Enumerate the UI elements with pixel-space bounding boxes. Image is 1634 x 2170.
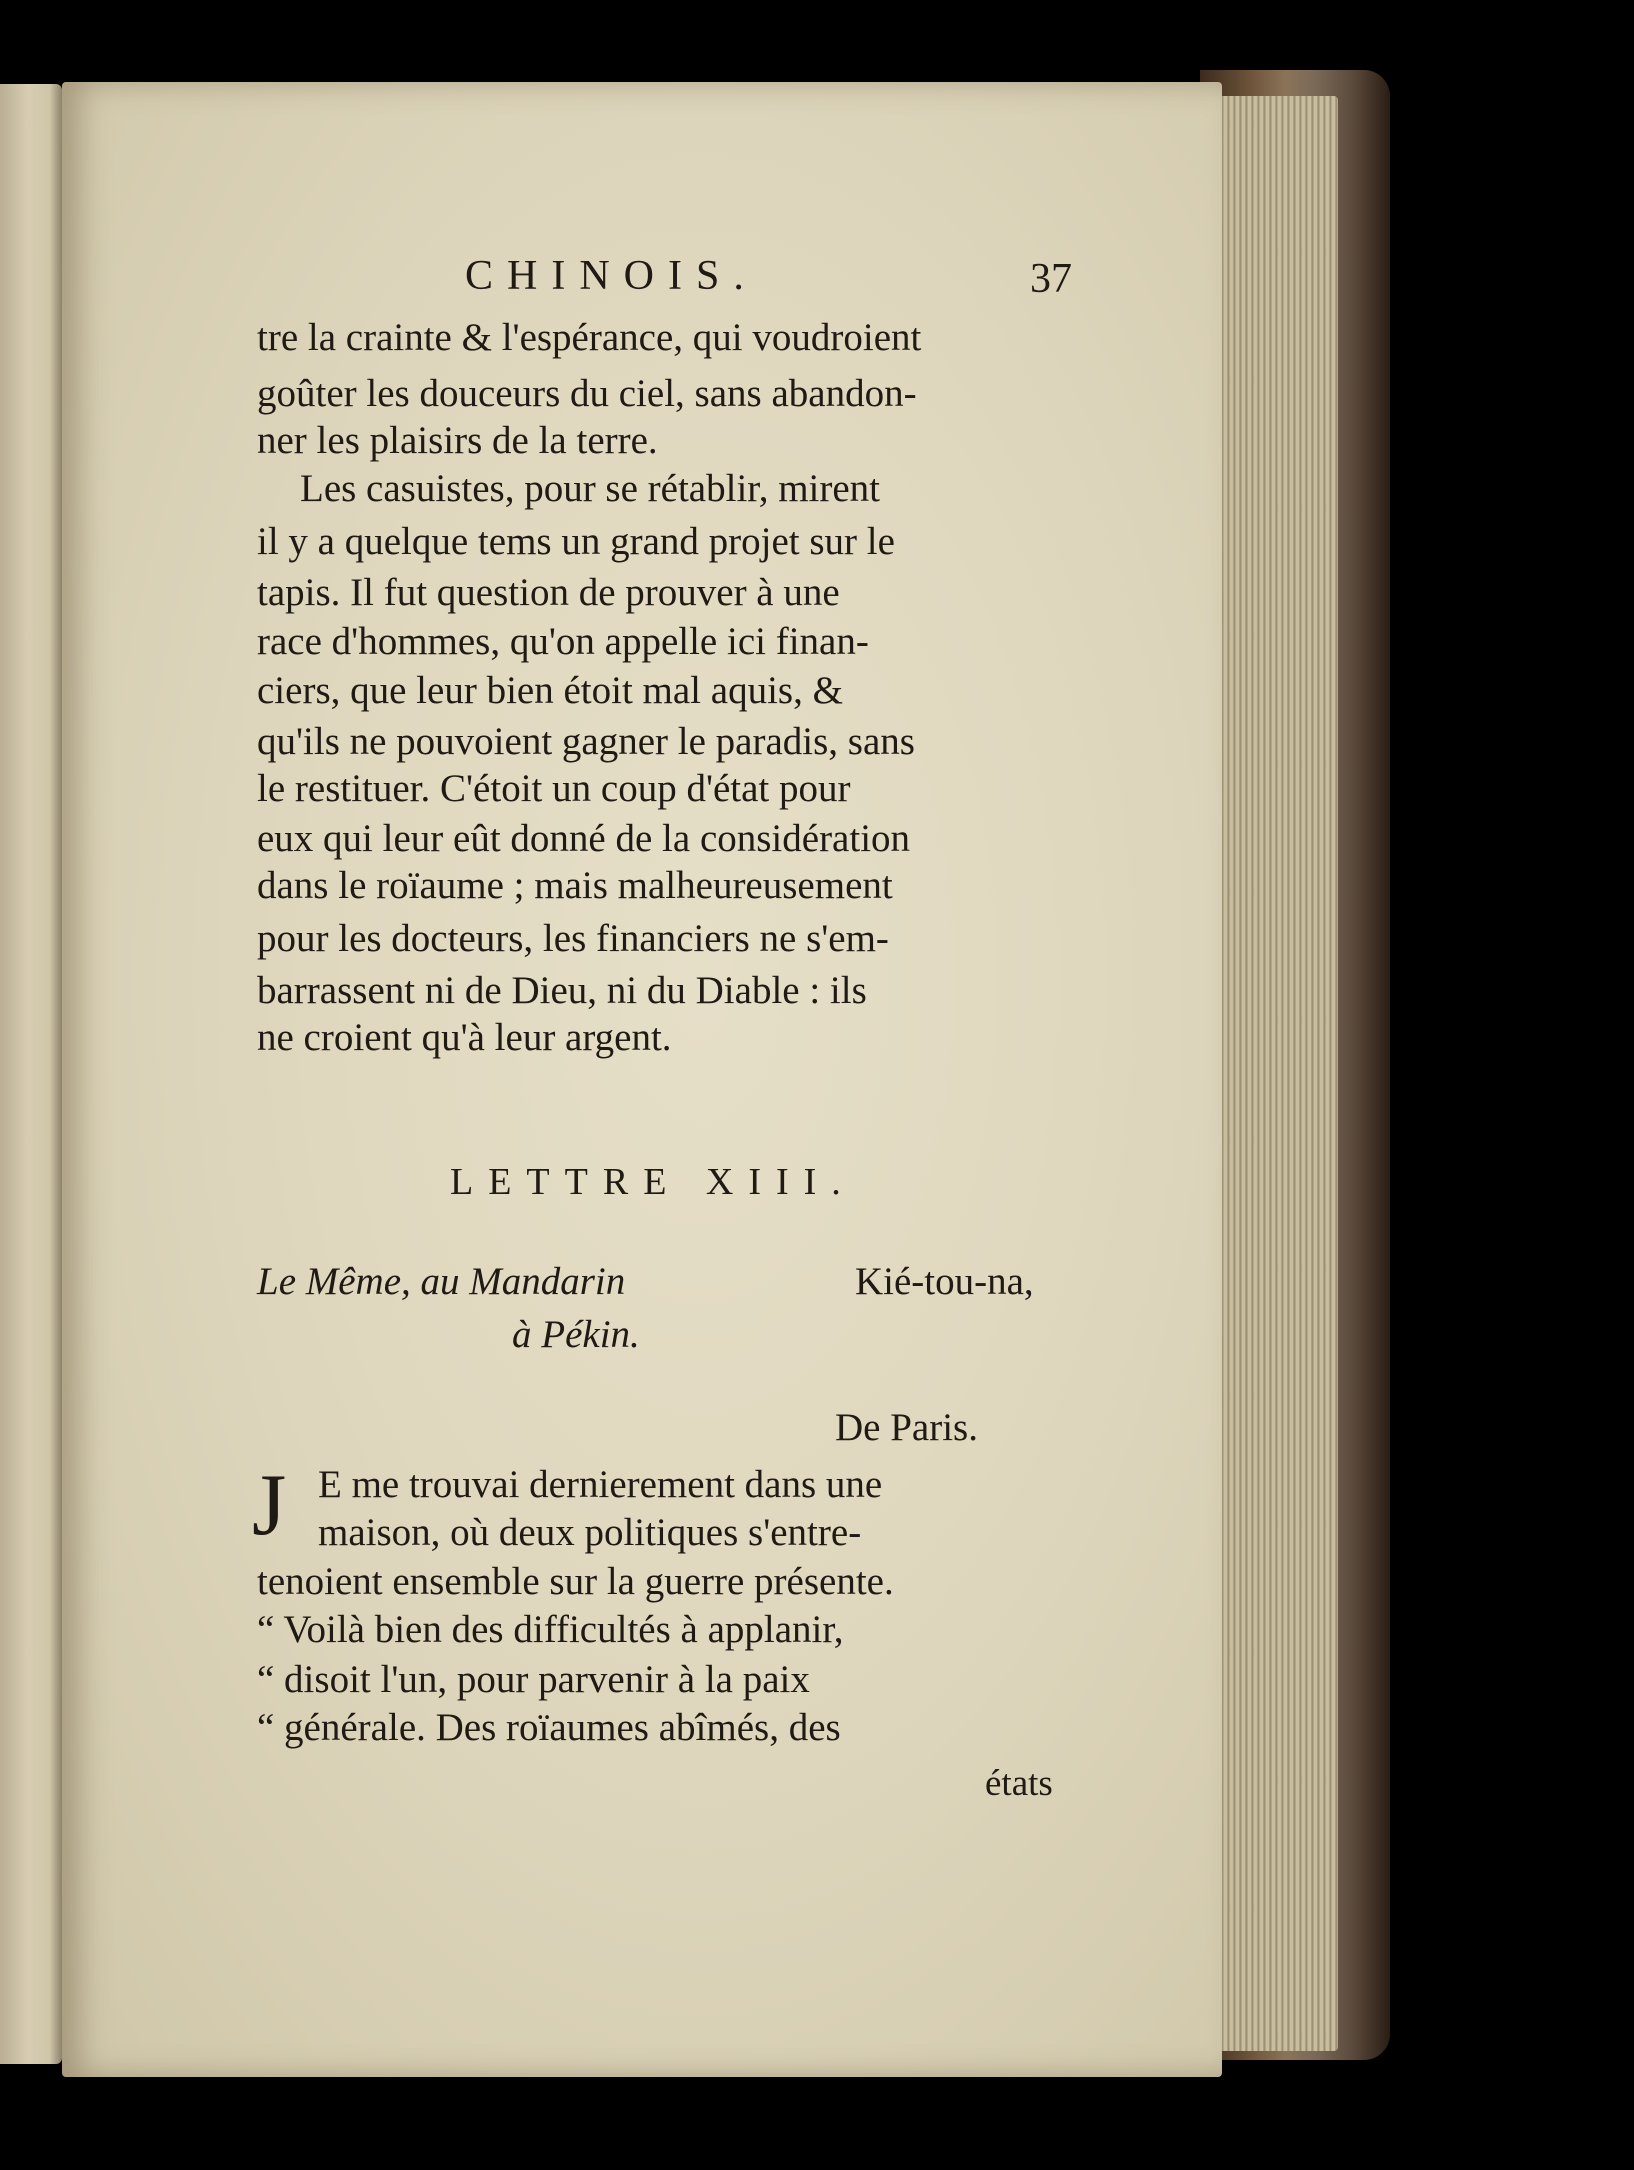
text-line: tre la crainte & l'espérance, qui voudroient bbox=[257, 316, 922, 359]
address-name: Kié-tou-na, bbox=[855, 1260, 1034, 1303]
text-line: goûter les douceurs du ciel, sans abandon- bbox=[257, 372, 917, 415]
drop-cap: J bbox=[252, 1457, 287, 1554]
page-block-edges bbox=[1218, 96, 1338, 2051]
text-line: qu'ils ne pouvoient gagner le paradis, sans bbox=[257, 720, 915, 763]
text-line: “ générale. Des roïaumes abîmés, des bbox=[257, 1706, 841, 1749]
text-line: eux qui leur eût donné de la considération bbox=[257, 817, 911, 860]
letter-heading: LETTRE XIII. bbox=[450, 1161, 856, 1203]
text-line: maison, où deux politiques s'entre- bbox=[318, 1511, 862, 1554]
text-line: ciers, que leur bien étoit mal aquis, & bbox=[257, 669, 843, 712]
text-line: race d'hommes, qu'on appelle ici finan- bbox=[257, 620, 869, 663]
text-line: le restituer. C'étoit un coup d'état pour bbox=[257, 767, 851, 810]
catchword: états bbox=[985, 1763, 1053, 1804]
text-line: dans le roïaume ; mais malheureusement bbox=[257, 864, 893, 907]
address-city: à Pékin. bbox=[512, 1313, 640, 1356]
text-line: ne croient qu'à leur argent. bbox=[257, 1016, 672, 1059]
text-line: E me trouvai dernierement dans une bbox=[318, 1463, 883, 1506]
text-line: tapis. Il fut question de prouver à une bbox=[257, 571, 840, 614]
text-line: “ Voilà bien des difficultés à applanir, bbox=[257, 1608, 844, 1651]
text-line: tenoient ensemble sur la guerre présente. bbox=[257, 1560, 894, 1603]
text-line: ner les plaisirs de la terre. bbox=[257, 419, 658, 462]
running-title: CHINOIS. bbox=[465, 253, 758, 299]
text-line: Les casuistes, pour se rétablir, mirent bbox=[300, 467, 881, 510]
text-line: barrassent ni de Dieu, ni du Diable : ils bbox=[257, 969, 867, 1012]
facing-page-edge bbox=[0, 84, 62, 2064]
text-line: il y a quelque tems un grand projet sur le bbox=[257, 520, 895, 563]
text-line: pour les docteurs, les financiers ne s'em- bbox=[257, 917, 889, 960]
text-line: “ disoit l'un, pour parvenir à la paix bbox=[257, 1658, 810, 1701]
dateline: De Paris. bbox=[835, 1406, 978, 1449]
page-number: 37 bbox=[1030, 256, 1072, 302]
address-line: Le Même, au Mandarin bbox=[257, 1260, 626, 1303]
